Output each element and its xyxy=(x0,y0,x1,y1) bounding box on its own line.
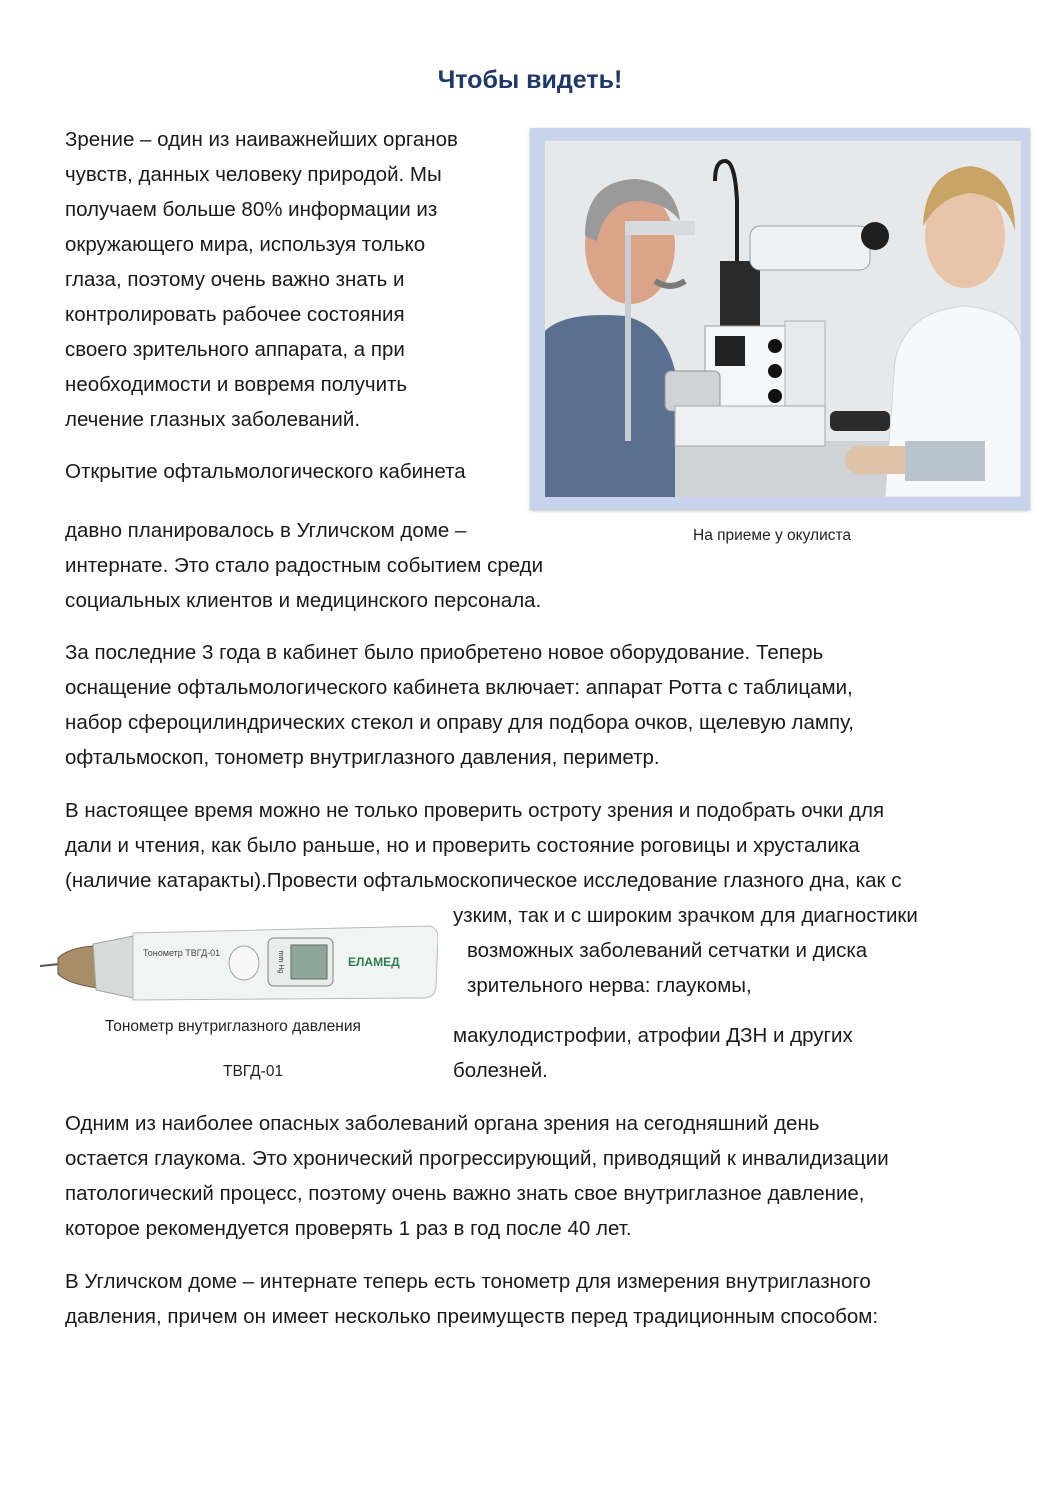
now-paragraph-continued xyxy=(453,898,918,1003)
text-line: давления, причем он имеет несколько преимуществ перед традиционным способом: xyxy=(65,1305,879,1328)
text-line: контролировать рабочее состояния xyxy=(65,303,405,326)
brand-logo: ЕЛАМЕД xyxy=(348,955,400,969)
text-line: глаза, поэтому очень важно знать и xyxy=(65,268,405,291)
text-line: набор сфероцилиндрических стекол и оправу для подбора очков, щелевую лампу, xyxy=(65,711,854,734)
now-paragraph xyxy=(65,793,901,898)
text-line: В Угличском доме – интернате теперь есть тонометр для измерения внутриглазного xyxy=(65,1270,871,1293)
text-line: патологический процесс, поэтому очень важно знать свое внутриглазное давление, xyxy=(65,1182,865,1205)
equipment-paragraph xyxy=(65,635,854,775)
text-line: зрительного нерва: глаукомы, xyxy=(467,974,752,997)
text-line: интернате. Это стало радостным событием среди xyxy=(65,554,544,577)
text-line: (наличие катаракты).Провести офтальмоскопическое исследование глазного дна, как с xyxy=(65,869,902,892)
text-line: окружающего мира, используя только xyxy=(65,233,426,256)
text-line: социальных клиентов и медицинского персонала. xyxy=(65,589,542,612)
tonometer-model: ТВГД-01 xyxy=(223,1063,284,1080)
text-line: возможных заболеваний сетчатки и диска xyxy=(467,939,868,962)
text-line: оснащение офтальмологического кабинета включает: аппарат Ротта с таблицами, xyxy=(65,676,853,699)
opening-paragraph xyxy=(65,513,543,618)
final-paragraph xyxy=(65,1264,878,1334)
display-unit: mm Hg xyxy=(277,950,284,974)
tonometer-image xyxy=(38,918,438,1018)
text-line: получаем больше 80% информации из xyxy=(65,198,438,221)
text-line: чувств, данных человеку природой. Мы xyxy=(65,163,442,186)
text-line: которое рекомендуется проверять 1 раз в год после 40 лет. xyxy=(65,1217,632,1240)
text-line: давно планировалось в Угличском доме – xyxy=(65,519,467,542)
text-line: макулодистрофии, атрофии ДЗН и других xyxy=(453,1024,853,1047)
eye-exam-photo xyxy=(545,141,1021,497)
text-line: Зрение – один из наиважнейших органов xyxy=(65,128,458,151)
text-line: болезней. xyxy=(453,1059,548,1082)
text-line: узким, так и с широким зрачком для диагностики xyxy=(453,904,918,927)
text-line: своего зрительного аппарата, а при xyxy=(65,338,405,361)
intro-paragraph xyxy=(65,122,458,437)
text-line: дали и чтения, как было раньше, но и проверить состояние роговицы и хрусталика xyxy=(65,834,860,857)
tonometer-caption: Тонометр внутриглазного давления xyxy=(105,1018,361,1035)
photo-caption: На приеме у окулиста xyxy=(693,527,852,544)
text-line: Одним из наиболее опасных заболеваний органа зрения на сегодняшний день xyxy=(65,1112,820,1135)
device-label: Тонометр ТВГД-01 xyxy=(143,948,221,958)
text-line: необходимости и вовремя получить xyxy=(65,373,408,396)
glaucoma-paragraph xyxy=(65,1106,889,1246)
text-line: остается глаукома. Это хронический прогрессирующий, приводящий к инвалидизации xyxy=(65,1147,889,1170)
text-line: За последние 3 года в кабинет было приобретено новое оборудование. Теперь xyxy=(65,641,824,664)
text-line: офтальмоскоп, тонометр внутриглазного давления, периметр. xyxy=(65,746,660,769)
now-paragraph-tail xyxy=(453,1018,853,1088)
opening-first-line: Открытие офтальмологического кабинета xyxy=(65,460,466,483)
text-line: В настоящее время можно не только проверить остроту зрения и подобрать очки для xyxy=(65,799,885,822)
page-title: Чтобы видеть! xyxy=(437,66,623,94)
text-line: лечение глазных заболеваний. xyxy=(65,408,361,431)
